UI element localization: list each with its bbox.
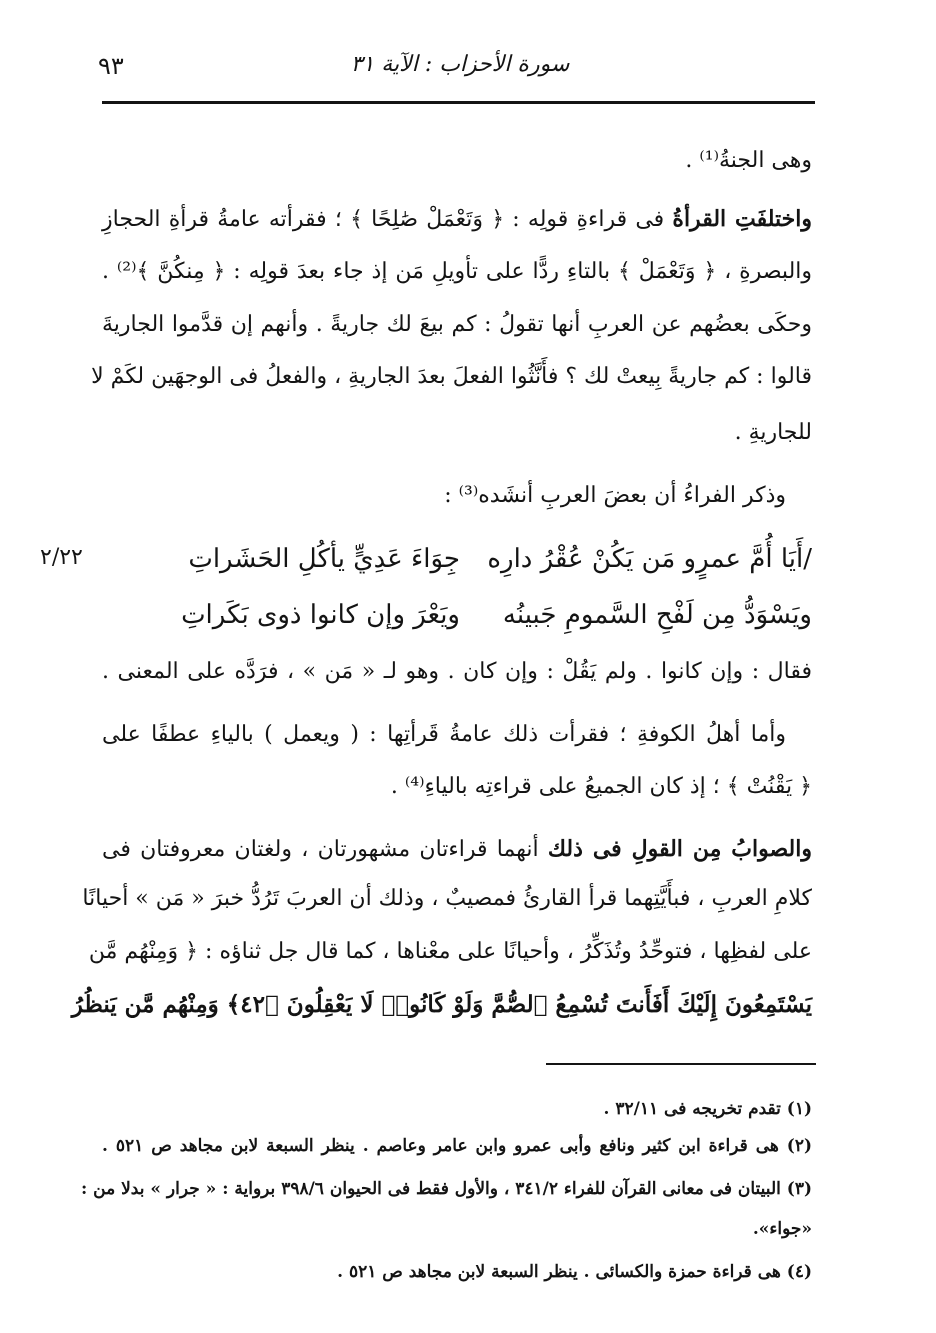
paragraph-2-line-1-text: فى قراءةِ قولِه : ﴿ وَتَعْمَلْ صَٰلِحًا ﴾ ؛ فقرأته عامةُ قرأةِ الحجازِ — [102, 207, 665, 232]
footnote-3-line-2: «جواء». — [752, 1219, 812, 1239]
paragraph-6-line-4: يَسْتَمِعُونَ إِلَيْكَ أَفَأَنتَ تُسْمِعُ ٱلصُّمَّ وَلَوْ كَانُوا۟ لَا يَعْقِلُونَ ﴿٤٢﴾ وَمِنْهُم مَّن يَنظُرُ — [71, 991, 812, 1018]
paragraph-6-lead: والصوابُ مِن القولِ فى ذلك — [547, 836, 812, 862]
verse-2-second-hemistich: ويَعْرَ وإن كانوا ذوى بَكَراتِ — [181, 600, 460, 630]
footnote-separator — [546, 1063, 816, 1065]
footnote-2: (٢) هى قراءة ابن كثير ونافع وأبى عمرو وابن عامر وعاصم . ينظر السبعة لابن مجاهد ص ٥٢١ . — [102, 1136, 813, 1156]
paragraph-6-line-1 — [102, 834, 812, 865]
paragraph-5-line-2: ﴿ يَقْنُتْ ﴾ ؛ إذ كان الجميعُ على قراءتِه بالياءِ⁽⁴⁾ . — [390, 774, 812, 799]
paragraph-5-line-1: وأما أهلُ الكوفةِ ؛ فقرأت ذلك عامةُ قَرأتِها : ( ويعمل ) بالياءِ عطفًا على — [102, 722, 786, 747]
page-number: ٩٣ — [98, 52, 124, 80]
margin-reference: ٢/٢٢ — [40, 545, 83, 570]
paragraph-6-line-3: على لفظِها ، فتوحِّدُ وتُذَكِّرُ ، وأحيانًا على معْناها ، كما قال جل ثناؤه : ﴿ وَمِنْهُم مَّن — [88, 939, 812, 964]
footnote-4: (٤) هى قراءة حمزة والكسائى . ينظر السبعة لابن مجاهد ص ٥٢١ . — [337, 1262, 812, 1282]
paragraph-2-line-2: والبصرةِ ، ﴿ وَتَعْمَلْ ﴾ بالتاءِ ردًّا على تأويلِ مَن إذ جاء بعدَ قولِه : ﴿ مِنكُنَّ ﴾⁽²⁾ . — [102, 259, 813, 284]
paragraph-2-line-1 — [102, 204, 812, 235]
footnote-1: (١) تقدم تخريجه فى ٣٢/١١ . — [603, 1099, 812, 1119]
footnote-3-line-1: (٣) البيتان فى معانى القرآن للفراء ٣٤١/٢ ، والأول فقط فى الحيوان ٣٩٨/٦ برواية : « جرار » بدلا من : — [80, 1179, 812, 1199]
paragraph-2-line-5: للجاريةِ . — [734, 420, 812, 445]
paragraph-2-line-4: قالوا : كم جاريةً بِيعتْ لك ؟ فأَنَّثُوا الفعلَ بعدَ الجاريةِ ، والفعلُ فى الوجهَين لكَمْ لا — [91, 364, 812, 389]
running-header-title: سورة الأحزاب : الآية ٣١ — [350, 52, 570, 77]
header-rule — [102, 101, 815, 104]
paragraph-3: وذكر الفراءُ أن بعضَ العربِ أنشَده⁽³⁾ : — [444, 483, 786, 508]
paragraph-4: فقال : وإن كانوا . ولم يَقُلْ : وإن كان . وهو لـ « مَن » ، فرَدَّه على المعنى . — [102, 659, 812, 684]
paragraph-6-line-2: كلامِ العربِ ، فبأَيَّتِهما قرأ القارئُ فمصيبٌ ، وذلك أن العربَ تَرُدُّ خبرَ « مَن » أحيانًا — [82, 886, 812, 911]
paragraph-2-lead: واختلفَتِ القرأةُ — [672, 206, 813, 232]
body-line-1: وهى الجنةُ⁽¹⁾ . — [685, 148, 812, 173]
verse-2-first-hemistich: ويَسْوَدُّ مِن لَفْحِ السَّمومِ جَبينُه — [502, 600, 812, 630]
paragraph-6-line-1-text: أنهما قراءتان مشهورتان ، ولغتان معروفتان فى — [102, 837, 539, 862]
verse-1-first-hemistich: /أَيَا أُمَّ عمرٍو مَن يَكُنْ عُقْرُ دارِه — [487, 544, 812, 574]
paragraph-2-line-3: وحكَى بعضُهم عن العربِ أنها تقولُ : كم بيعَ لك جاريةً . وأنهم إن قدَّموا الجاريةَ — [102, 312, 812, 337]
verse-1-second-hemistich: جِوَاءَ عَدِيٍّ يأكُلِ الحَشَراتِ — [188, 544, 460, 574]
